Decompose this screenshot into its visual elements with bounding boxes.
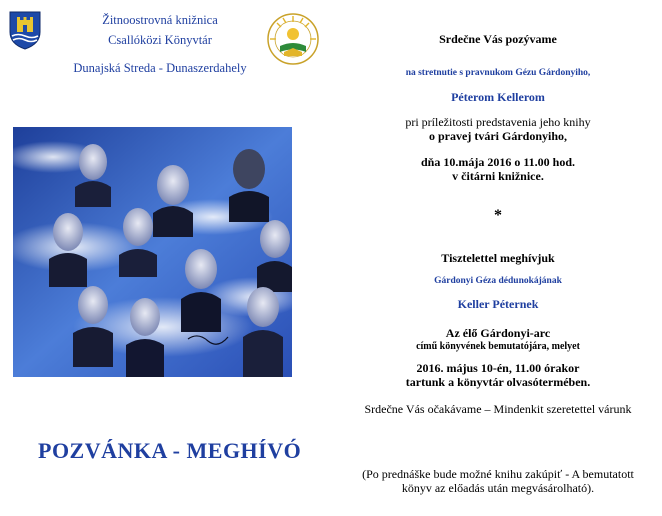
greeting-hu: Tisztelettel meghívjuk (441, 251, 555, 265)
separator: * (494, 207, 502, 224)
guest-name-sk: Péterom Kellerom (451, 90, 545, 104)
invite-sk-line3: o pravej tvári Gárdonyiho, (429, 129, 567, 143)
page-title: POZVÁNKA - MEGHÍVÓ (38, 438, 302, 463)
event-date-sk: dňa 10.mája 2016 o 11.00 hod. (420, 155, 576, 169)
library-logo-icon (266, 12, 320, 66)
book-title: Az élő Gárdonyi-arc (445, 326, 551, 340)
invite-sk-line1: na stretnutie s pravnukom Gézu Gárdonyiho, (405, 68, 591, 78)
greeting-sk: Srdečne Vás pozývame (439, 32, 557, 46)
event-date-hu: 2016. május 10-én, 11.00 órakor (416, 361, 580, 375)
portrait-collage-image (13, 127, 292, 377)
guest-name-hu: Keller Péternek (457, 297, 539, 311)
invite-hu-line2: című könyvének bemutatójára, melyet (416, 341, 580, 352)
event-place-hu: tartunk a könyvtár olvasótermében. (405, 375, 591, 389)
invite-sk-line2: pri príležitosti predstavenia jeho knihy (405, 115, 591, 129)
library-name-sk: Žitnoostrovná knižnica (102, 13, 218, 27)
city-name: Dunajská Streda - Dunaszerdahely (73, 61, 247, 75)
closing-line: Srdečne Vás očakávame – Mindenkit szeretettel várunk (364, 402, 632, 416)
note-line2: könyv az előadás után megvásárolható). (401, 481, 595, 495)
note-line1: (Po prednáške bude možné knihu zakúpiť - A bemutatott (362, 467, 634, 481)
town-crest-icon (8, 10, 42, 50)
event-place-sk: v čitárni knižnice. (452, 169, 544, 183)
library-name-hu: Csallóközi Könyvtár (108, 33, 212, 47)
invite-hu-line1: Gárdonyi Géza dédunokájának (434, 276, 562, 286)
